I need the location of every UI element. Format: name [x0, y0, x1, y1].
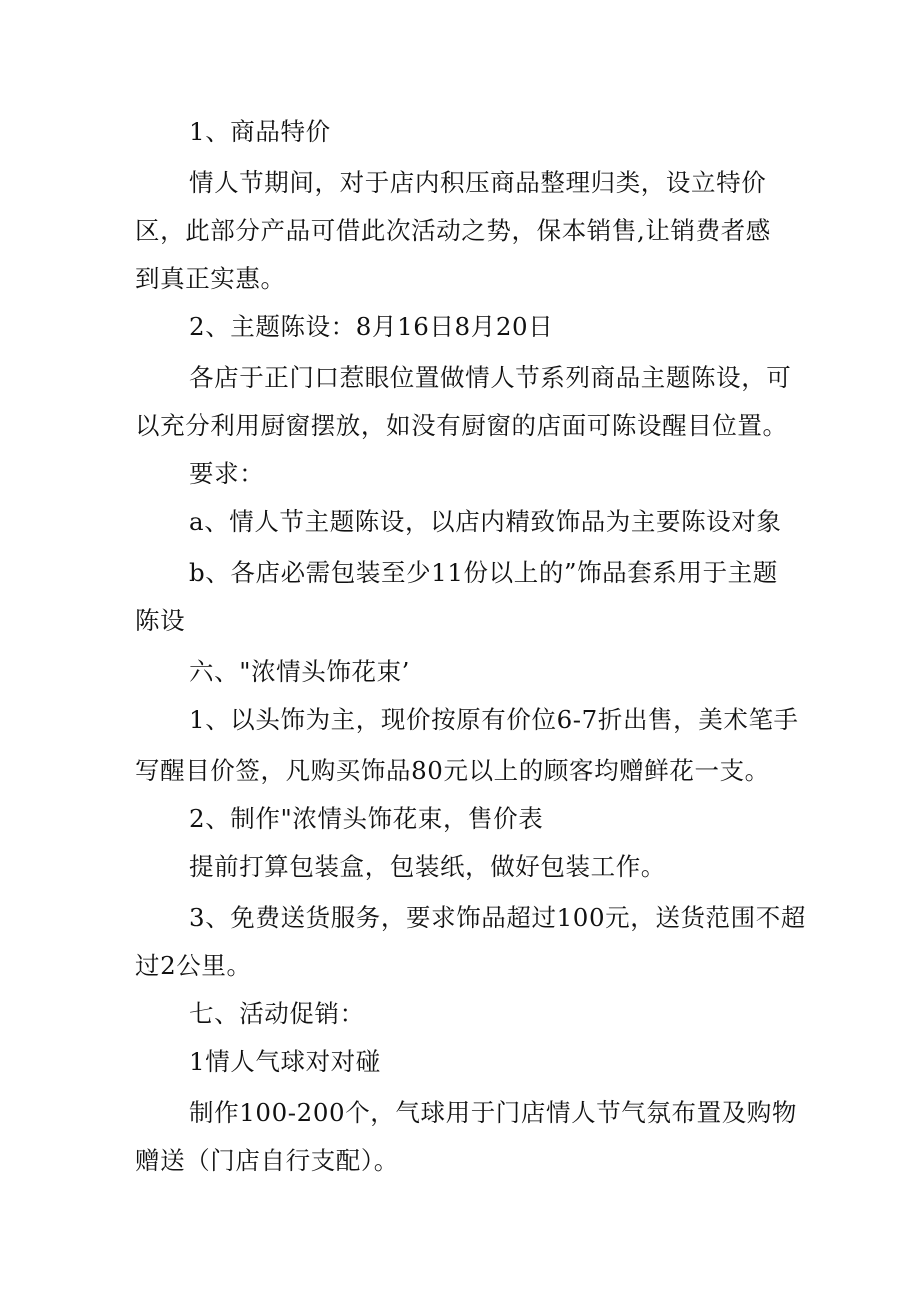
- paragraph-line: 情人节期间，对于店内积压商品整理归类，设立特价: [189, 168, 767, 197]
- heading-theme-display: 2、主题陈设：8月16日8月20日: [189, 312, 554, 341]
- section-seven-heading: 七、活动促销：: [189, 999, 365, 1028]
- paragraph-line: 以充分利用厨窗摆放，如没有厨窗的店面可陈设醒目位置。: [135, 411, 788, 440]
- requirements-label: 要求：: [189, 459, 265, 488]
- paragraph-line: 过2公里。: [135, 951, 252, 980]
- heading-product-special: 1、商品特价: [189, 117, 331, 146]
- paragraph-line: 写醒目价签，凡购买饰品80元以上的顾客均赠鲜花一支。: [135, 756, 770, 785]
- section-six-heading: 六、"浓情头饰花束’: [189, 657, 411, 686]
- paragraph-line: 区，此部分产品可借此次活动之势，保本销售,让销费者感: [135, 216, 771, 245]
- paragraph-line: 2、制作"浓情头饰花束，售价表: [189, 804, 544, 833]
- paragraph-line: 各店于正门口惹眼位置做情人节系列商品主题陈设，可: [189, 363, 792, 392]
- paragraph-line: 1、以头饰为主，现价按原有价位6-7折出售，美术笔手: [189, 705, 799, 734]
- requirement-item-a: a、情人节主题陈设，以店内精致饰品为主要陈设对象: [189, 507, 782, 536]
- paragraph-line: 3、免费送货服务，要求饰品超过100元，送货范围不超: [189, 903, 806, 932]
- paragraph-line: 赠送（门店自行支配）。: [135, 1146, 399, 1175]
- paragraph-line: 提前打算包装盒，包装纸，做好包装工作。: [189, 852, 666, 881]
- paragraph-line: 到真正实惠。: [135, 264, 286, 293]
- paragraph-line: 制作100-200个，气球用于门店情人节气氛布置及购物: [189, 1098, 798, 1127]
- requirement-item-b: b、各店必需包装至少11份以上的”饰品套系用于主题: [189, 558, 778, 587]
- subheading-balloon: 1情人气球对对碰: [189, 1047, 381, 1076]
- paragraph-line: 陈设: [135, 606, 186, 635]
